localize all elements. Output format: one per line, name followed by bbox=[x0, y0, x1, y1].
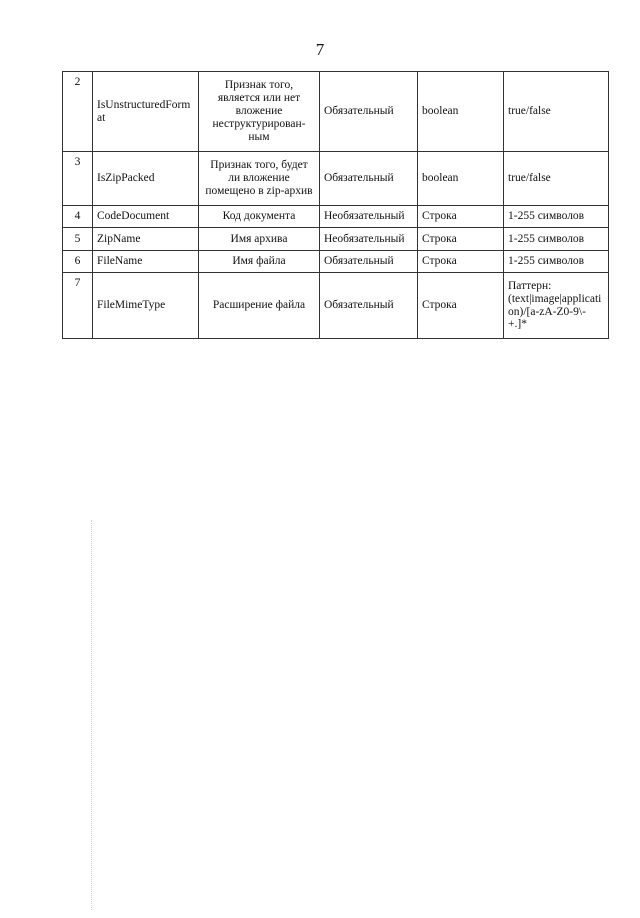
row-number: 7 bbox=[63, 273, 93, 339]
field-name: IsZipPacked bbox=[93, 152, 199, 206]
table-row bbox=[63, 251, 609, 273]
row-number: 6 bbox=[63, 251, 93, 273]
table-row bbox=[63, 273, 609, 339]
field-required: Необязательный bbox=[320, 206, 418, 228]
field-description: Имя файла bbox=[199, 251, 320, 273]
field-required: Обязательный bbox=[320, 72, 418, 152]
field-name: FileMimeType bbox=[93, 273, 199, 339]
field-description: Признак того, будет ли вложение помещено в zip-архив bbox=[199, 152, 320, 206]
field-required: Необязательный bbox=[320, 228, 418, 251]
field-description: Расширение файла bbox=[199, 273, 320, 339]
row-number: 3 bbox=[63, 152, 93, 206]
field-type: Строка bbox=[418, 251, 504, 273]
field-values: Паттерн: (text|image|application)/[a-zA-Z0-9\-+.]* bbox=[504, 273, 609, 339]
field-type: boolean bbox=[418, 152, 504, 206]
field-values: 1-255 символов bbox=[504, 251, 609, 273]
row-number: 5 bbox=[63, 228, 93, 251]
field-type: Строка bbox=[418, 228, 504, 251]
field-description: Имя архива bbox=[199, 228, 320, 251]
table-row bbox=[63, 72, 609, 152]
field-required: Обязательный bbox=[320, 152, 418, 206]
field-description: Код документа bbox=[199, 206, 320, 228]
field-values: 1-255 символов bbox=[504, 206, 609, 228]
field-values: true/false bbox=[504, 152, 609, 206]
field-values: true/false bbox=[504, 72, 609, 152]
fields-table bbox=[62, 71, 609, 339]
table-row bbox=[63, 228, 609, 251]
field-required: Обязательный bbox=[320, 273, 418, 339]
page-number: 7 bbox=[315, 40, 325, 59]
field-name: CodeDocument bbox=[93, 206, 199, 228]
field-name: FileName bbox=[93, 251, 199, 273]
row-number: 4 bbox=[63, 206, 93, 228]
field-type: boolean bbox=[418, 72, 504, 152]
field-description: Признак того, является или нет вложение неструктурирован-ным bbox=[199, 72, 320, 152]
field-required: Обязательный bbox=[320, 251, 418, 273]
table-row bbox=[63, 152, 609, 206]
field-type: Строка bbox=[418, 273, 504, 339]
row-number: 2 bbox=[63, 72, 93, 152]
table-row bbox=[63, 206, 609, 228]
field-name: ZipName bbox=[93, 228, 199, 251]
field-name: IsUnstructuredFormat bbox=[93, 72, 199, 152]
field-type: Строка bbox=[418, 206, 504, 228]
field-values: 1-255 символов bbox=[504, 228, 609, 251]
scan-artifact-line bbox=[91, 520, 92, 910]
